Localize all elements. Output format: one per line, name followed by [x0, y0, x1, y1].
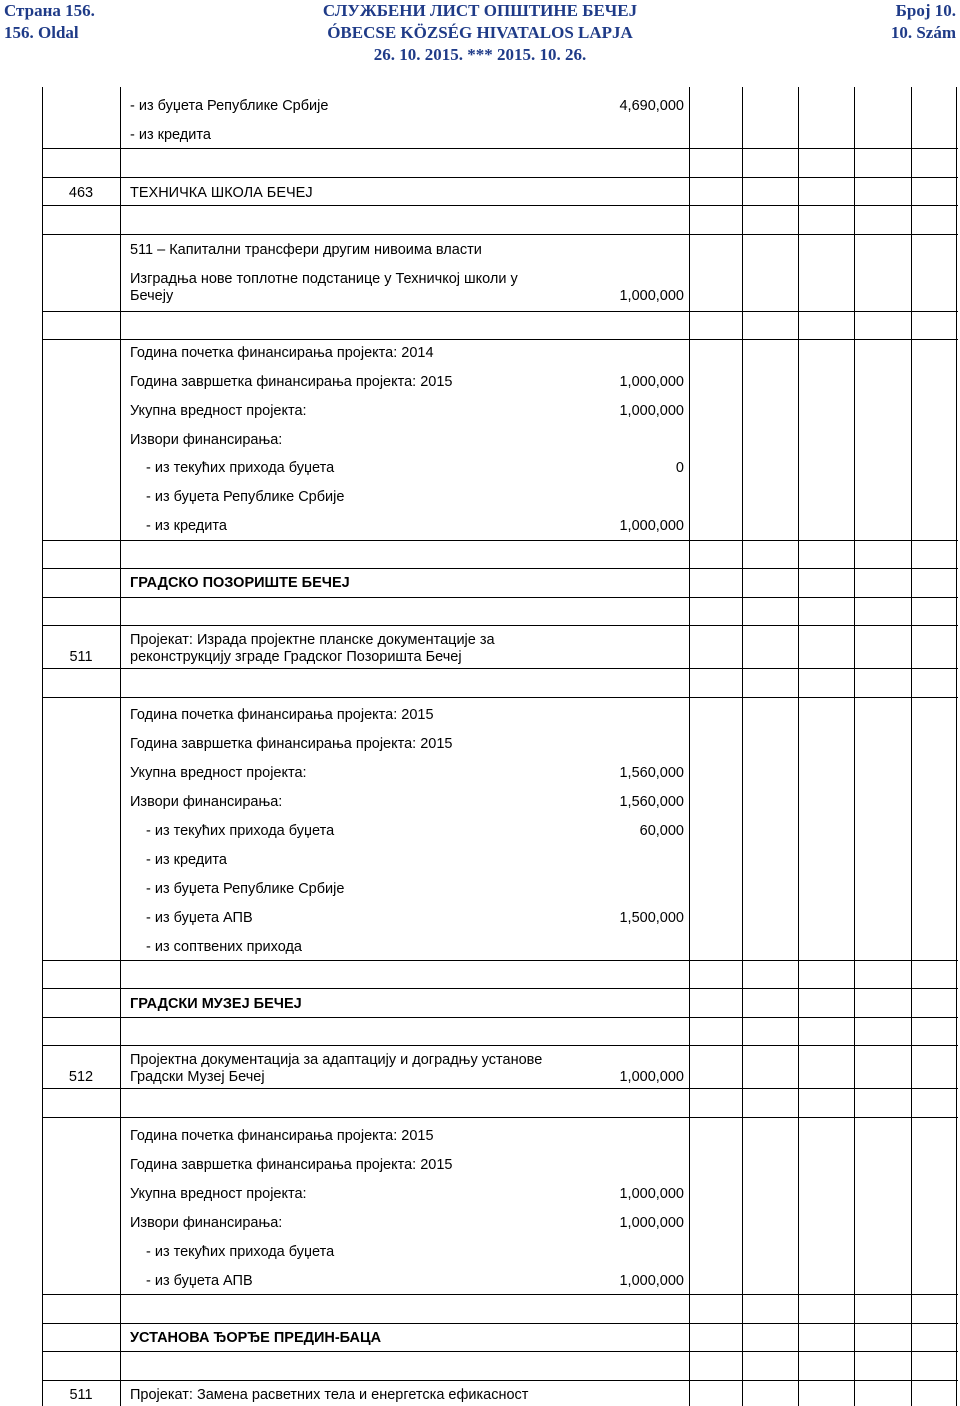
section-title: ГРАДСКО ПОЗОРИШТЕ БЕЧЕЈ: [130, 575, 350, 591]
row-desc: Година завршетка финансирања пројекта: 2015: [130, 1157, 453, 1173]
col-divider: [854, 87, 855, 1406]
row-desc: - из буџета АПВ: [146, 910, 253, 926]
row-desc: - из кредита: [146, 852, 227, 868]
page-header: [0, 0, 960, 84]
row-amount: 60,000: [639, 823, 684, 839]
header-left: [4, 0, 95, 44]
row-desc: Бечеју: [130, 288, 174, 304]
row-line: [42, 668, 958, 669]
row-desc: 511 – Капитални трансфери другим нивоима власти: [130, 242, 482, 258]
row-line: [42, 697, 958, 698]
row-desc: - из буџета Републике Србије: [146, 881, 345, 897]
row-line: [42, 597, 958, 598]
row-code: 511: [69, 649, 93, 665]
row-desc: Пројекат: Замена расветних тела и енергетска ефикасност: [130, 1387, 529, 1403]
issue-number-sr: Број 10.: [895, 1, 956, 20]
row-desc: - из буџета Републике Србије: [130, 98, 329, 114]
row-line: [42, 540, 958, 541]
row-line: [42, 625, 958, 626]
row-amount: 1,000,000: [619, 1215, 684, 1231]
row-desc: - из соптвених прихода: [146, 939, 302, 955]
col-divider: [798, 87, 799, 1406]
row-amount: 0: [675, 460, 684, 476]
journal-title-sr: СЛУЖБЕНИ ЛИСТ ОПШТИНЕ БЕЧЕЈ: [322, 1, 638, 20]
row-code: 512: [68, 1069, 94, 1085]
row-code: 463: [68, 185, 94, 201]
row-desc: Укупна вредност пројекта:: [130, 403, 307, 419]
journal-title-hu: ÓBECSE KÖZSÉG HIVATALOS LAPJA: [327, 23, 633, 42]
page-number-hu: 156. Oldal: [4, 23, 79, 42]
row-line: [42, 205, 958, 206]
row-amount: 1,000,000: [619, 1273, 684, 1289]
row-desc: Извори финансирања:: [130, 432, 283, 448]
row-line: [42, 177, 958, 178]
col-divider: [120, 87, 121, 1406]
row-desc: Година почетка финансирања пројекта: 2014: [130, 345, 434, 361]
row-line: [42, 311, 958, 312]
row-desc: реконструкцију зграде Градског Позоришта Бечеј: [130, 649, 462, 665]
row-desc: Година завршетка финансирања пројекта: 2015: [130, 374, 453, 390]
row-line: [42, 234, 958, 235]
col-divider: [42, 87, 43, 1406]
row-desc: Извори финансирања:: [130, 1215, 283, 1231]
row-line: [42, 1088, 958, 1089]
row-desc: Година почетка финансирања пројекта: 2015: [130, 1128, 434, 1144]
row-line: [42, 988, 958, 989]
issue-date: 26. 10. 2015. *** 2015. 10. 26.: [373, 45, 587, 64]
row-amount: 1,560,000: [619, 765, 684, 781]
row-amount: 1,000,000: [619, 403, 684, 419]
row-amount: 1,000,000: [619, 518, 684, 534]
row-line: [42, 1117, 958, 1118]
row-desc: - из буџета Републике Србије: [146, 489, 345, 505]
row-desc: Година завршетка финансирања пројекта: 2015: [130, 736, 453, 752]
row-line: [42, 568, 958, 569]
col-divider: [911, 87, 912, 1406]
col-divider: [742, 87, 743, 1406]
row-line: [42, 960, 958, 961]
row-desc: Извори финансирања:: [130, 794, 283, 810]
row-amount: 1,000,000: [619, 1069, 684, 1085]
row-code: 511: [69, 1387, 93, 1403]
row-line: [42, 1323, 958, 1324]
header-right: [891, 0, 956, 44]
row-amount: 4,690,000: [619, 98, 684, 114]
row-desc: Градски Музеј Бечеј: [130, 1069, 265, 1085]
row-amount: 1,000,000: [619, 288, 684, 304]
budget-table: [42, 87, 958, 1406]
row-amount: 1,000,000: [619, 1186, 684, 1202]
row-desc: ТЕХНИЧКА ШКОЛА БЕЧЕЈ: [130, 185, 313, 201]
row-desc: Година почетка финансирања пројекта: 2015: [130, 707, 434, 723]
row-line: [42, 1351, 958, 1352]
section-title: УСТАНОВА ЂОРЂЕ ПРЕДИН-БАЦА: [130, 1330, 382, 1346]
row-desc: Изградња нове топлотне подстанице у Техничкој школи у: [130, 271, 518, 287]
row-desc: Укупна вредност пројекта:: [130, 765, 307, 781]
row-desc: - из буџета АПВ: [146, 1273, 253, 1289]
row-desc: Пројектна документација за адаптацију и доградњу установе: [130, 1052, 543, 1068]
section-title: ГРАДСКИ МУЗЕЈ БЕЧЕЈ: [130, 996, 302, 1012]
row-line: [42, 1045, 958, 1046]
col-divider: [689, 87, 690, 1406]
row-amount: 1,000,000: [619, 374, 684, 390]
row-amount: 1,560,000: [619, 794, 684, 810]
row-desc: - из кредита: [146, 518, 227, 534]
row-desc: Укупна вредност пројекта:: [130, 1186, 307, 1202]
row-line: [42, 148, 958, 149]
row-desc: - из кредита: [130, 127, 211, 143]
row-line: [42, 1017, 958, 1018]
col-divider: [956, 87, 957, 1406]
row-line: [42, 1294, 958, 1295]
row-desc: - из текућих прихода буџета: [146, 1244, 335, 1260]
row-desc: - из текућих прихода буџета: [146, 460, 335, 476]
page-number-sr: Страна 156.: [4, 1, 95, 20]
row-line: [42, 1380, 958, 1381]
row-desc: - из текућих прихода буџета: [146, 823, 335, 839]
row-amount: 1,500,000: [619, 910, 684, 926]
header-center: [230, 0, 730, 66]
row-line: [42, 339, 958, 340]
row-desc: Пројекат: Израда пројектне планске документације за: [130, 632, 495, 648]
issue-number-hu: 10. Szám: [890, 23, 956, 42]
